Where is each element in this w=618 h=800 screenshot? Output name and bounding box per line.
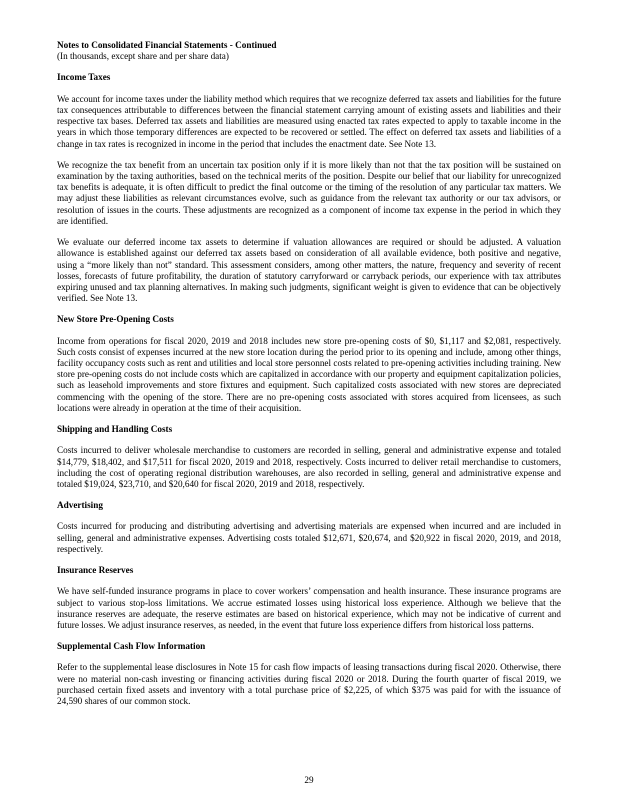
document-subtitle: (In thousands, except share and per share data) — [57, 51, 229, 62]
paragraph: Income from operations for fiscal 2020, 2019 and 2018 includes new store pre-opening costs of $0, $1,117 and $2,081, respectively. Such costs consist of expenses incurred at the new store location during the period prior to its opening and include, among other things, facility occupancy costs such as rent and utilities and local store personnel costs related to pre-opening activities including training. New store pre-opening costs do not include costs which are capitalized in accordance with our property and equipment capitalization policies, such as leasehold improvements and store fixtures and equipment. Such capitalized costs associated with new stores are depreciated commencing with the opening of the store. There are no pre-opening costs associated with stores acquired from licensees, as such locations were already in operation at the time of their acquisition. — [57, 335, 561, 413]
paragraph: We have self-funded insurance programs in place to cover workers’ compensation and health insurance. These insurance programs are subject to various stop-loss limitations. We accrue estimated losses using historical loss experience. Although we believe that the insurance reserves are adequate, the reserve estimates are based on historical experience, which may not be indicative of current and future losses. We adjust insurance reserves, as needed, in the event that future loss experience differs from historical loss patterns. — [57, 586, 561, 630]
section-income-taxes — [57, 72, 561, 314]
paragraph: Refer to the supplemental lease disclosures in Note 15 for cash flow impacts of leasing transactions during fiscal 2020. Otherwise, there were no material non-cash investing or financing activities during fiscal 2020 or 2018. During the fourth quarter of fiscal 2019, we purchased certain fixed assets and inventory with a total purchase price of $2,225, of which $375 was paid for with the issuance of 24,590 shares of our common stock. — [57, 662, 561, 707]
document-title: Notes to Consolidated Financial Statements - Continued — [57, 40, 277, 50]
paragraph: Costs incurred for producing and distributing advertising and advertising materials are expensed when incurred and are included in selling, general and administrative expenses. Advertising costs totaled $12,671, $20,674, and $20,922 in fiscal 2020, 2019, and 2018, respectively. — [57, 521, 561, 554]
section-advertising — [57, 500, 561, 565]
section-heading-income-taxes: Income Taxes — [57, 72, 111, 83]
section-heading-new-store-pre-opening-costs: New Store Pre-Opening Costs — [57, 314, 174, 325]
section-insurance-reserves — [57, 565, 561, 641]
paragraph: Costs incurred to deliver wholesale merchandise to customers are recorded in selling, general and administrative expense and totaled $14,779, $18,402, and $17,511 for fiscal 2020, 2019 and 2018, respectively. Costs incurred to deliver retail merchandise to customers, including the cost of operating regional distribution warehouses, are also recorded in selling, general and administrative expense and totaled $19,024, $23,710, and $20,640 for fiscal 2020, 2019 and 2018, respectively. — [57, 445, 561, 489]
section-shipping-and-handling-costs — [57, 424, 561, 500]
section-heading-insurance-reserves: Insurance Reserves — [57, 565, 134, 576]
paragraph: We account for income taxes under the liability method which requires that we recognize deferred tax assets and liabilities for the future tax consequences attributable to differences between the financial statement carrying amount of existing assets and liabilities and their respective tax bases. Deferred tax assets and liabilities are measured using enacted tax rates expected to apply to taxable income in the years in which those temporary differences are expected to be recovered or settled. The effect on deferred tax assets and liabilities of a change in tax rates is recognized in income in the period that includes the enactment date. See Note 13. — [57, 93, 561, 149]
section-heading-shipping-and-handling-costs: Shipping and Handling Costs — [57, 424, 173, 435]
section-heading-advertising: Advertising — [57, 500, 103, 511]
section-heading-supplemental-cash-flow-information: Supplemental Cash Flow Information — [57, 641, 206, 652]
paragraph: We recognize the tax benefit from an uncertain tax position only if it is more likely than not that the tax position will be sustained on examination by the taxing authorities, based on the technical merits of the position. Despite our belief that our liability for unrecognized tax benefits is adequate, it is often difficult to predict the final outcome or the timing of the resolution of any particular tax matters. We may adjust these liabilities as relevant circumstances evolve, such as guidance from the relevant tax authority or our tax advisors, or resolution of issues in the courts. These adjustments are recognized as a component of income tax expense in the period in which they are identified. — [57, 159, 561, 226]
page-number: 29 — [304, 774, 314, 785]
section-new-store-pre-opening-costs — [57, 314, 561, 424]
document-header — [57, 40, 561, 62]
paragraph: We evaluate our deferred income tax assets to determine if valuation allowances are required or should be adjusted. A valuation allowance is established against our deferred tax assets based on consideration of all available evidence, both positive and negative, using a “more likely than not” standard. This assessment considers, among other matters, the nature, frequency and severity of recent losses, forecasts of future profitability, the duration of statutory carryforward or carryback periods, our experience with tax attributes expiring unused and tax planning alternatives. In making such judgments, significant weight is given to evidence that can be objectively verified. See Note 13. — [57, 237, 561, 304]
section-supplemental-cash-flow-information — [57, 641, 561, 717]
